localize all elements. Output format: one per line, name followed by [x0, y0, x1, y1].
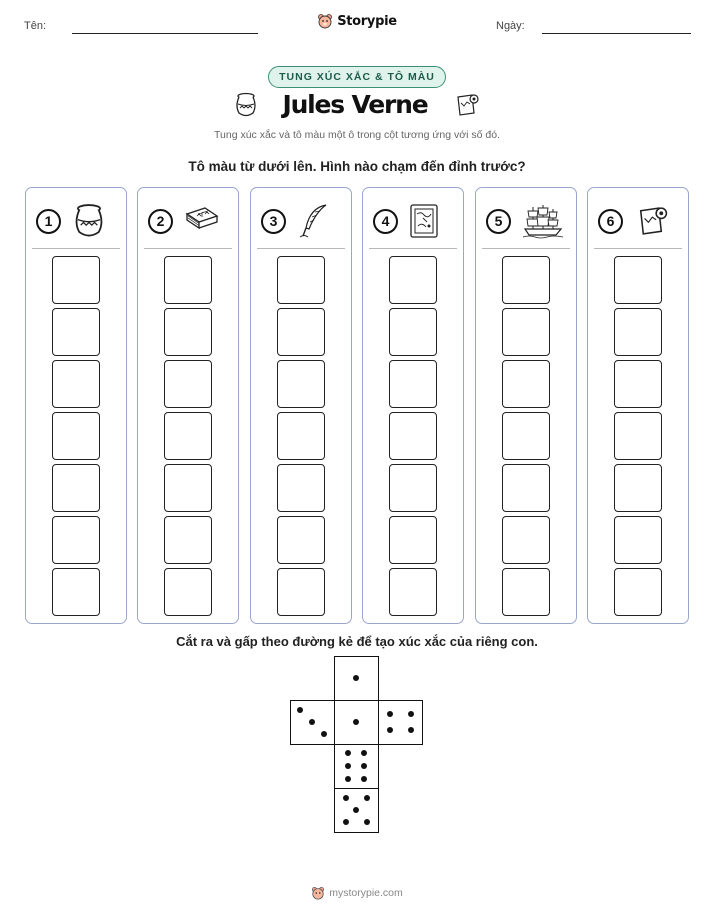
- ship-icon: [521, 203, 565, 239]
- color-box[interactable]: [164, 256, 212, 304]
- bear-logo-icon: [317, 13, 333, 29]
- color-box[interactable]: [164, 308, 212, 356]
- column-1: [25, 187, 127, 624]
- column-6: [587, 187, 689, 624]
- color-box[interactable]: [277, 568, 325, 616]
- column-number: 1: [36, 209, 61, 234]
- color-box[interactable]: [164, 412, 212, 460]
- dice-face: [334, 744, 379, 789]
- dice-pip: [387, 711, 393, 717]
- dice-pip: [408, 727, 414, 733]
- dice-pip: [343, 795, 349, 801]
- color-box[interactable]: [52, 308, 100, 356]
- color-box[interactable]: [614, 464, 662, 512]
- instruction-top: Tô màu từ dưới lên. Hình nào chạm đến đỉnh trước?: [188, 159, 526, 174]
- color-box[interactable]: [389, 360, 437, 408]
- column-number: 2: [148, 209, 173, 234]
- color-box[interactable]: [52, 256, 100, 304]
- color-box[interactable]: [52, 516, 100, 564]
- column-number: 3: [261, 209, 286, 234]
- book-icon: [183, 204, 221, 238]
- color-box[interactable]: [389, 412, 437, 460]
- color-box[interactable]: [502, 308, 550, 356]
- dice-pip: [353, 807, 359, 813]
- column-5: [475, 187, 577, 624]
- color-box[interactable]: [502, 568, 550, 616]
- subtitle: Tung xúc xắc và tô màu một ô trong cột tương ứng với số đó.: [214, 129, 500, 141]
- dice-pip: [364, 819, 370, 825]
- dice-pip: [364, 795, 370, 801]
- dice-pip: [387, 727, 393, 733]
- color-box[interactable]: [502, 360, 550, 408]
- color-box[interactable]: [502, 256, 550, 304]
- footer: [0, 886, 714, 905]
- color-box[interactable]: [614, 412, 662, 460]
- column-4: [362, 187, 464, 624]
- dice-pip: [345, 776, 351, 782]
- color-box[interactable]: [164, 568, 212, 616]
- dice-face: [334, 700, 379, 745]
- color-box[interactable]: [614, 256, 662, 304]
- color-box[interactable]: [614, 308, 662, 356]
- scroll-icon: [633, 203, 669, 239]
- color-box[interactable]: [164, 464, 212, 512]
- color-box[interactable]: [389, 308, 437, 356]
- color-box[interactable]: [277, 360, 325, 408]
- dice-pip: [309, 719, 315, 725]
- activity-tag: TUNG XÚC XẮC & TÔ MÀU: [268, 66, 446, 88]
- pot-icon: [234, 92, 258, 118]
- instruction-bottom: Cắt ra và gấp theo đường kẻ để tạo xúc xắc của riêng con.: [176, 634, 538, 649]
- dice-pip: [321, 731, 327, 737]
- brand-logo: [0, 13, 714, 34]
- color-box[interactable]: [277, 464, 325, 512]
- color-box[interactable]: [277, 308, 325, 356]
- color-box[interactable]: [502, 516, 550, 564]
- color-box[interactable]: [52, 568, 100, 616]
- bear-logo-icon: [311, 886, 325, 900]
- date-label: Ngày:: [496, 20, 525, 32]
- dice-face: [334, 788, 379, 833]
- brand-name: Storypie: [337, 13, 397, 29]
- color-box[interactable]: [502, 464, 550, 512]
- pot-icon: [71, 203, 107, 239]
- color-box[interactable]: [502, 412, 550, 460]
- dice-face: [290, 700, 335, 745]
- color-box[interactable]: [164, 360, 212, 408]
- color-box[interactable]: [52, 412, 100, 460]
- column-number: 4: [373, 209, 398, 234]
- name-label: Tên:: [24, 20, 47, 32]
- quill-icon: [296, 202, 330, 240]
- color-box[interactable]: [389, 256, 437, 304]
- page-title: Jules Verne: [282, 90, 428, 119]
- column-number: 5: [486, 209, 511, 234]
- dice-pip: [361, 750, 367, 756]
- color-box[interactable]: [52, 464, 100, 512]
- color-box[interactable]: [277, 412, 325, 460]
- map-book-icon: [408, 202, 440, 240]
- color-box[interactable]: [277, 516, 325, 564]
- column-3: [250, 187, 352, 624]
- color-box[interactable]: [164, 516, 212, 564]
- dice-pip: [343, 819, 349, 825]
- dice-face: [378, 700, 423, 745]
- column-number: 6: [598, 209, 623, 234]
- dice-pip: [353, 719, 359, 725]
- dice-pip: [361, 776, 367, 782]
- dice-pip: [361, 763, 367, 769]
- color-box[interactable]: [614, 360, 662, 408]
- color-box[interactable]: [389, 516, 437, 564]
- dice-pip: [297, 707, 303, 713]
- color-box[interactable]: [389, 568, 437, 616]
- dice-pip: [408, 711, 414, 717]
- footer-url: mystorypie.com: [329, 887, 403, 899]
- dice-pip: [353, 675, 359, 681]
- color-box[interactable]: [52, 360, 100, 408]
- color-box[interactable]: [614, 568, 662, 616]
- date-line: [542, 33, 691, 34]
- color-box[interactable]: [277, 256, 325, 304]
- dice-pip: [345, 750, 351, 756]
- color-box[interactable]: [614, 516, 662, 564]
- scroll-icon: [452, 91, 480, 119]
- dice-pip: [345, 763, 351, 769]
- column-2: [137, 187, 239, 624]
- dice-face: [334, 656, 379, 701]
- color-box[interactable]: [389, 464, 437, 512]
